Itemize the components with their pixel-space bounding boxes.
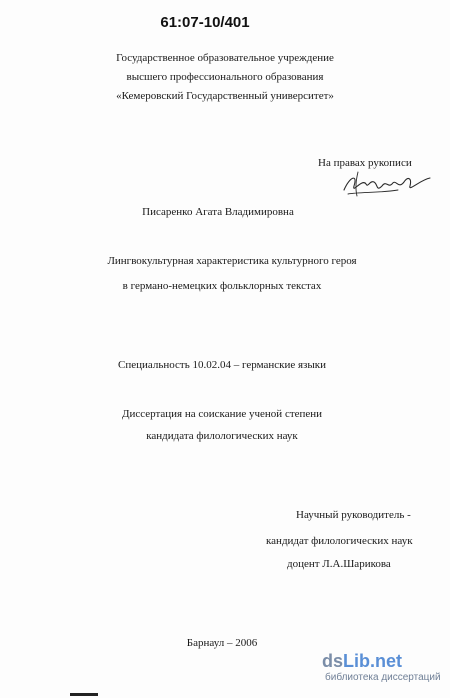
watermark-logo — [322, 650, 402, 672]
institution-line-1: Государственное образовательное учреждение — [116, 52, 334, 64]
advisor-line-1: Научный руководитель - — [296, 509, 411, 521]
author-name: Писаренко Агата Владимировна — [142, 206, 294, 218]
scan-edge-mark — [70, 693, 98, 696]
document-code: 61:07-10/401 — [160, 14, 250, 31]
advisor-line-2: кандидат филологических наук — [266, 535, 413, 547]
handwritten-signature — [340, 168, 432, 200]
institution-line-2: высшего профессионального образования — [126, 71, 324, 83]
degree-line-1: Диссертация на соискание ученой степени — [121, 408, 323, 420]
title-line-1: Лингвокультурная характеристика культурного героя — [107, 255, 357, 267]
advisor-line-3: доцент Л.А.Шарикова — [287, 558, 391, 570]
title-line-2: в германо-немецких фольклорных текстах — [122, 280, 322, 292]
specialty: Специальность 10.02.04 – германские языки — [118, 359, 326, 371]
rights-note: На правах рукописи — [318, 157, 412, 169]
institution-line-3: «Кемеровский Государственный университет» — [116, 90, 334, 102]
watermark-logo-main: Lib.net — [343, 651, 403, 671]
watermark-logo-prefix: ds — [322, 651, 344, 671]
degree-line-2: кандидата филологических наук — [146, 430, 298, 442]
place-year: Барнаул – 2006 — [186, 637, 258, 649]
dslib-watermark[interactable] — [322, 650, 440, 690]
watermark-subtitle: библиотека диссертаций — [325, 672, 441, 683]
